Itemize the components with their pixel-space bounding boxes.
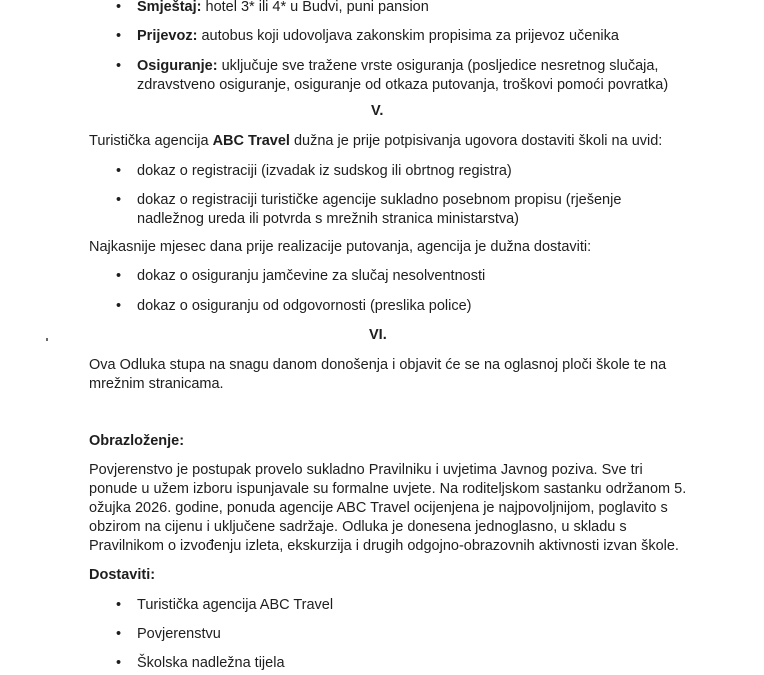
agency-registration-item	[116, 191, 737, 229]
intro-agency: ABC Travel	[212, 133, 290, 149]
transport-item	[116, 27, 737, 46]
insurance-text: uključuje sve tražene vrste osiguranja (posljedice nesretnog slučaja,	[217, 58, 659, 74]
deposit-insurance-item	[116, 267, 737, 286]
deadline-paragraph: Najkasnije mjesec dana prije realizacije putovanja, agencija je dužna dostaviti:	[89, 239, 592, 255]
recipient-text: Turistička agencija ABC Travel	[137, 597, 334, 613]
dostaviti-heading: Dostaviti:	[89, 567, 156, 583]
transport-text: autobus koji udovoljava zakonskim propisima za prijevoz učenika	[197, 28, 619, 44]
agency-registration-text-line2: nadležnog ureda ili potvrda s mrežnih stranica ministarstva)	[137, 211, 520, 227]
bullet-marker: •	[116, 28, 122, 44]
obrazlozenje-paragraph	[89, 461, 709, 556]
intro-prefix: Turistička agencija	[89, 133, 213, 149]
registration-proof-item	[116, 162, 737, 181]
bullet-marker: •	[116, 268, 122, 284]
bullet-marker: •	[116, 192, 122, 208]
recipient-item	[116, 625, 737, 644]
bullet-marker: •	[116, 163, 122, 179]
obrazlozenje-line: ožujka 2026. godine, ponuda agencije ABC Travel ocijenjena je najpovoljnijom, poglavito s	[89, 500, 668, 516]
liability-insurance-item	[116, 297, 737, 316]
insurance-item	[116, 57, 737, 95]
recipient-text: Školska nadležna tijela	[137, 655, 285, 671]
bullet-marker: •	[116, 0, 122, 15]
section-vi-line1: Ova Odluka stupa na snagu danom donošenja i objavit će se na oglasnoj ploči škole te na	[89, 357, 667, 373]
insurance-text-line2: zdravstveno osiguranje, osiguranje od otkaza putovanja, troškovi pomoći povratka)	[137, 77, 669, 93]
obrazlozenje-line: obzirom na cijenu i uključene sadržaje. Odluka je donesena jednoglasno, u skladu s	[89, 519, 627, 535]
obrazlozenje-line: ponude u užem izboru ispunjavale su formalne uvjete. Na roditeljskom sastanku održanom 5.	[89, 481, 687, 497]
section-vi-paragraph	[89, 356, 709, 394]
scan-speck	[46, 338, 48, 341]
accommodation-item	[116, 0, 737, 17]
bullet-marker: •	[116, 58, 122, 74]
section-vi-line2: mrežnim stranicama.	[89, 376, 224, 392]
recipient-item	[116, 654, 737, 673]
liability-insurance-text: dokaz o osiguranju od odgovornosti (preslika police)	[137, 298, 472, 314]
section-v-intro	[89, 132, 709, 151]
accommodation-label: Smještaj:	[137, 0, 202, 15]
section-v-heading: V.	[371, 103, 384, 119]
bullet-marker: •	[116, 655, 122, 671]
accommodation-text: hotel 3* ili 4* u Budvi, puni pansion	[201, 0, 429, 15]
section-vi-heading: VI.	[369, 327, 387, 343]
obrazlozenje-heading: Obrazloženje:	[89, 433, 185, 449]
obrazlozenje-line: Pravilnikom o izvođenju izleta, ekskurzija i drugih odgojno-obrazovnih aktivnosti izvan škole.	[89, 538, 679, 554]
obrazlozenje-line: Povjerenstvo je postupak provelo sukladno Pravilniku i uvjetima Javnog poziva. Sve tri	[89, 462, 643, 478]
bullet-marker: •	[116, 298, 122, 314]
agency-registration-text: dokaz o registraciji turističke agencije sukladno posebnom propisu (rješenje	[137, 192, 622, 208]
deposit-insurance-text: dokaz o osiguranju jamčevine za slučaj nesolventnosti	[137, 268, 486, 284]
bullet-marker: •	[116, 597, 122, 613]
intro-suffix: dužna je prije potpisivanja ugovora dostaviti školi na uvid:	[289, 133, 663, 149]
insurance-label: Osiguranje:	[137, 58, 218, 74]
recipient-item	[116, 596, 737, 615]
transport-label: Prijevoz:	[137, 28, 198, 44]
registration-proof-text: dokaz o registraciji (izvadak iz sudskog ili obrtnog registra)	[137, 163, 512, 179]
recipient-text: Povjerenstvu	[137, 626, 221, 642]
bullet-marker: •	[116, 626, 122, 642]
